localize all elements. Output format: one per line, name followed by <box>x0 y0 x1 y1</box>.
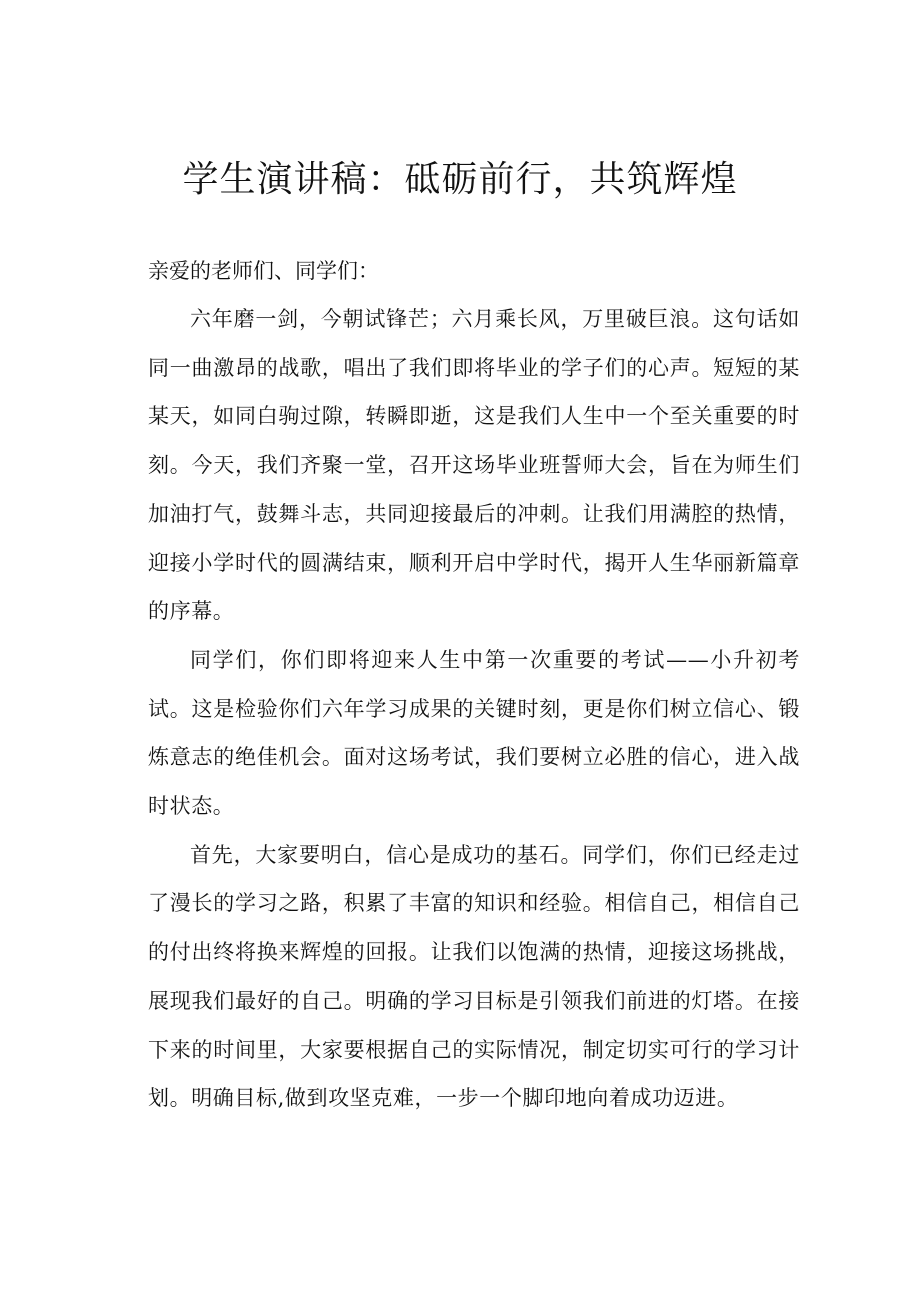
document-body <box>148 247 800 1123</box>
paragraph-3: 首先，大家要明白，信心是成功的基石。同学们，你们已经走过了漫长的学习之路，积累了丰富的知识和经验。相信自己，相信自己的付出终将换来辉煌的回报。让我们以饱满的热情，迎接这场挑战，展现我们最好的自己。明确的学习目标是引领我们前进的灯塔。在接下来的时间里，大家要根据自己的实际情况，制定切实可行的学习计划。明确目标,做到攻坚克难，一步一个脚印地向着成功迈进。 <box>148 842 800 1111</box>
document-title: 学生演讲稿：砥砺前行，共筑辉煌 <box>182 159 738 200</box>
salutation: 亲爱的老师们、同学们： <box>148 259 379 283</box>
paragraph-1: 六年磨一剑，今朝试锋芒；六月乘长风，万里破巨浪。这句话如同一曲激昂的战歌，唱出了我们即将毕业的学子们的心声。短短的某某天，如同白驹过隙，转瞬即逝，这是我们人生中一个至关重要的时刻。今天，我们齐聚一堂，召开这场毕业班誓师大会，旨在为师生们加油打气，鼓舞斗志，共同迎接最后的冲刺。让我们用满腔的热情，迎接小学时代的圆满结束，顺利开启中学时代，揭开人生华丽新篇章的序幕。 <box>148 307 800 624</box>
paragraph-2: 同学们，你们即将迎来人生中第一次重要的考试——小升初考试。这是检验你们六年学习成果的关键时刻，更是你们树立信心、锻炼意志的绝佳机会。面对这场考试，我们要树立必胜的信心，进入战时状态。 <box>148 647 800 819</box>
